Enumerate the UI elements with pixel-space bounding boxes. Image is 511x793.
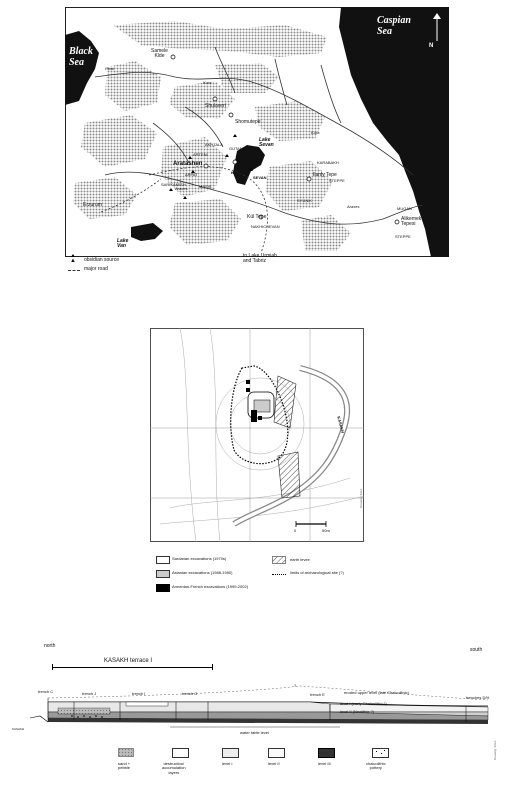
legend-levee-label: earth levee [290,557,310,562]
scale-50m: 50m [322,528,330,533]
site-plan-graphic [150,328,364,542]
armenian-french-excavation-3 [246,380,250,384]
label-akhtala: AKHTALA [205,142,223,147]
armenian-french-excavation-1 [251,410,257,422]
legend-levee-swatch [272,556,286,564]
trench-c: trench C [38,689,54,694]
river-kura-1: Kura [203,80,212,85]
terrace-bracket [52,667,212,668]
label-steppe-2: STEPPE [395,234,411,239]
label-sevan: SEVAN [253,175,267,180]
caspian-sea-label: Caspian Sea [377,15,411,37]
legend-armenian-french-label: Armenian-French excavations (1999-2002) [172,584,249,589]
scale-0: 0 [294,528,297,533]
armenian-french-excavation-4 [246,388,250,392]
legend-aslanian-label: Aslanian excavations (1988-1990) [172,570,233,575]
legend-level2-label: level II [268,761,280,766]
level-1-label: level I (early Chalcolithic?) [340,701,387,706]
legend-level1-label: level I [222,761,233,766]
legend-sardarian-swatch [156,556,170,564]
legend-sardarian-label: Sardarian excavations (1970s) [172,556,227,561]
legend-road-label: major road [84,266,108,272]
plan-credit: Drawing: IFEA [359,488,363,508]
section-river-label: KASAKH [12,727,25,731]
lake-van-label: Lake Van [117,238,129,249]
river-rioni: Rioni [105,66,115,71]
legend-level2-swatch [268,748,285,758]
site-plan [150,328,364,542]
road-note: to Lake Urmiah and Tabriz [243,253,277,264]
label-gutansar: GUTANSAR [229,146,251,151]
water-table-label: water table level [240,730,269,735]
trench-i: trench I [132,691,146,696]
lake-sevan-label: Lake Sevan [259,137,274,148]
black-sea-label: Black Sea [69,46,93,68]
legend-destruction-label: destruction/ accumulation layers [162,761,186,775]
legend-pottery-label: chalcolithic pottery [366,761,386,771]
legend-obsidian-icon: ▲ [70,258,76,264]
trench-j: trench J [82,691,97,696]
label-steppe: STEPPE [329,178,345,183]
legend-destruction-swatch [172,748,189,758]
trench-g: trench G [182,691,198,696]
section-north: north [44,643,56,649]
trenches-dh: trenches D/H [466,695,490,700]
label-arfat: ARFAT [185,172,198,177]
river-araxes-2: Araxes [347,204,360,209]
legend-armenian-french-swatch [156,584,170,592]
armenian-french-excavation-2 [258,416,262,420]
site-aratashen: Aratashen [173,161,203,167]
legend-pottery-swatch [372,748,389,758]
label-sarikamish: SARIKAMISH [161,182,186,187]
legend-level3-swatch [318,748,335,758]
legend-aslanian-swatch [156,570,170,578]
north-label: N [429,43,434,49]
plan-river-label: KASAKH [336,415,346,434]
legend-road-symbol [68,270,80,271]
section-credit: Drawing: IFEA [493,740,497,760]
trench-e: trench E [310,692,325,697]
label-erzurum: Erzurum [83,202,102,208]
legend-level3-label: level III [318,761,331,766]
site-alikemek-tepesi: Alikemek Tepesi [401,216,422,227]
legend-limits-label: limits of archaeological site (?) [290,570,344,575]
section-graphic [30,676,490,728]
site-shomutepe: Shomutepe [235,119,261,125]
level-2-label: level II (Neolithic ?) [340,709,375,714]
site-samele-klde: Samele Klde [151,48,168,59]
label-karabakh: KARABAKH [317,160,339,165]
label-nakhichevan: NAKHICHEVAN [251,224,280,229]
river-araxes-1: Araxes [175,186,188,191]
site-ilanly-tepe: Ilanly Tepe [313,172,337,178]
level-eroded: eroded upper level (late Chalcolithic) [344,690,409,695]
section-terrace: KASAKH terrace I [104,658,153,664]
river-kura-2: Kura [311,130,320,135]
legend-level1-swatch [222,748,239,758]
label-masis: MASIS [199,184,212,189]
legend-sand-swatch [118,748,134,757]
section-profile [30,676,490,728]
section-question: ? [294,683,297,688]
label-mugan: MUGAN [397,206,412,211]
label-arteni: ARTENI [193,152,208,157]
legend-obsidian-label: obsidian source [84,257,120,263]
label-syunik: SYUNIK [297,198,312,203]
site-kul-tepe: Kül Tepe [247,214,267,220]
legend-limits-symbol [272,574,286,575]
site-shulaveri: Shulaveri [205,103,226,109]
legend-sand-label: sand + pebble [118,761,131,771]
section-south: south [470,647,483,653]
site-kmlo: Kmlo [231,170,241,175]
earth-levee-2 [278,452,300,498]
